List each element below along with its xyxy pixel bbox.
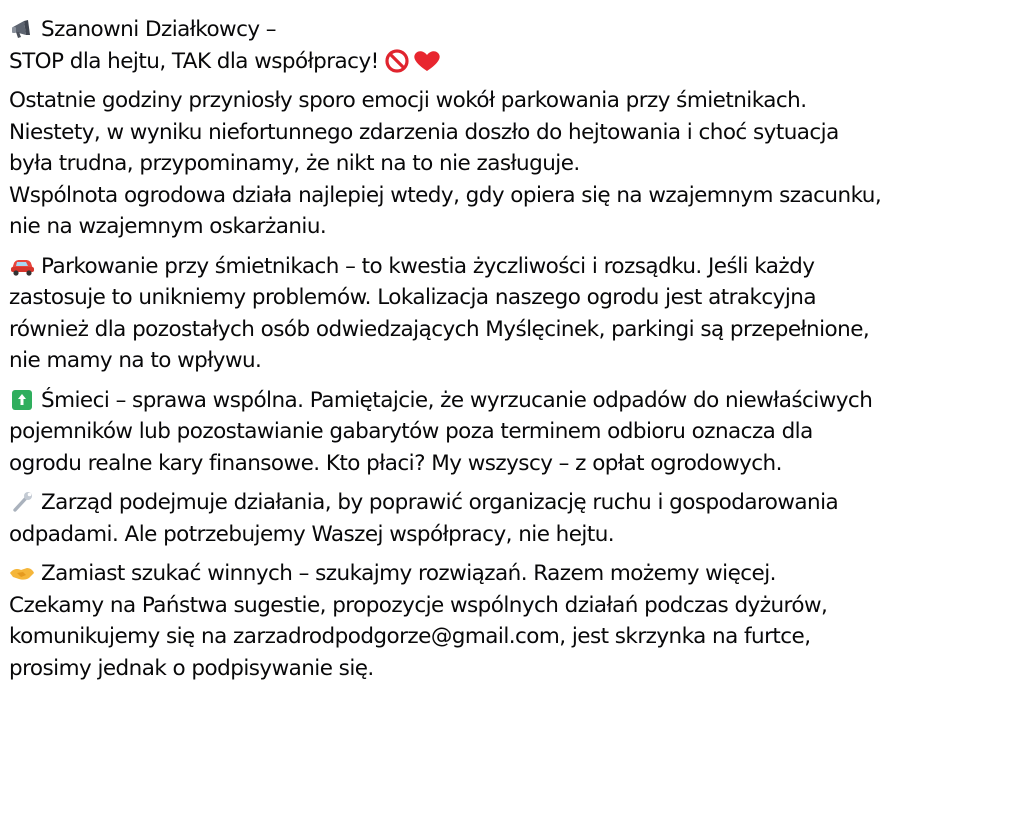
red-heart-icon: [414, 51, 439, 71]
text-line: [9, 251, 1019, 283]
text-line: Ostatnie godziny przyniosły sporo emocji wokół parkowania przy śmietnikach.: [9, 88, 807, 113]
car-icon: [9, 255, 35, 277]
greeting-line: [9, 14, 1019, 46]
board-text: Zarząd podejmuje działania, by poprawić organizację ruchu i gospodarowania: [41, 490, 839, 515]
text-line: [9, 487, 1019, 519]
post-content: [9, 14, 1019, 692]
text-line: nie mamy na to wpływu.: [9, 348, 262, 373]
greeting-text: Szanowni Działkowcy –: [41, 17, 277, 42]
text-line: [9, 385, 1019, 417]
text-line: była trudna, przypominamy, że nikt na to nie zasługuje.: [9, 151, 580, 176]
headline-text: STOP dla hejtu, TAK dla współpracy!: [9, 48, 379, 74]
no-entry-heart-icons: [385, 48, 445, 74]
waste-paragraph: [9, 385, 1019, 480]
text-line: prosimy jednak o podpisywanie się.: [9, 655, 374, 681]
text-line: Czekamy na Państwa sugestie, propozycje wspólnych działań podczas dyżurów,: [9, 592, 828, 618]
recycling-bin-icon: [9, 389, 35, 411]
handshake-icon: [9, 562, 35, 584]
statement-paragraph: [9, 85, 1019, 243]
headline-line: [9, 46, 1019, 78]
text-line: Niestety, w wyniku niefortunnego zdarzenia doszło do hejtowania i choć sytuacja: [9, 119, 839, 145]
parking-paragraph: [9, 251, 1019, 377]
solutions-text: Zamiast szukać winnych – szukajmy rozwiązań. Razem możemy więcej.: [41, 561, 776, 586]
text-line: Wspólnota ogrodowa działa najlepiej wtedy, gdy opiera się na wzajemnym szacunku,: [9, 182, 882, 208]
text-line: zastosuje to unikniemy problemów. Lokalizacja naszego ogrodu jest atrakcyjna: [9, 285, 816, 310]
text-line: pojemników lub pozostawianie gabarytów poza terminem odbioru oznacza dla: [9, 419, 813, 444]
parking-text: Parkowanie przy śmietnikach – to kwestia życzliwości i rozsądku. Jeśli każdy: [41, 253, 815, 279]
intro-paragraph: [9, 14, 1019, 77]
text-line: odpadami. Ale potrzebujemy Waszej współpracy, nie hejtu.: [9, 521, 615, 547]
text-line: również dla pozostałych osób odwiedzających Myślęcinek, parkingi są przepełnione,: [9, 316, 870, 342]
text-line: ogrodu realne kary finansowe. Kto płaci? My wszyscy – z opłat ogrodowych.: [9, 450, 782, 476]
solutions-paragraph: [9, 558, 1019, 684]
no-entry-icon: [387, 51, 407, 71]
text-line: [9, 558, 1019, 590]
waste-text: Śmieci – sprawa wspólna. Pamiętajcie, że wyrzucanie odpadów do niewłaściwych: [41, 387, 873, 413]
wrench-icon: [9, 491, 35, 513]
text-line: komunikujemy się na zarzadrodpodgorze@gmail.com, jest skrzynka na furtce,: [9, 624, 811, 649]
board-paragraph: [9, 487, 1019, 550]
text-line: nie na wzajemnym oskarżaniu.: [9, 214, 327, 239]
megaphone-icon: [9, 18, 35, 40]
